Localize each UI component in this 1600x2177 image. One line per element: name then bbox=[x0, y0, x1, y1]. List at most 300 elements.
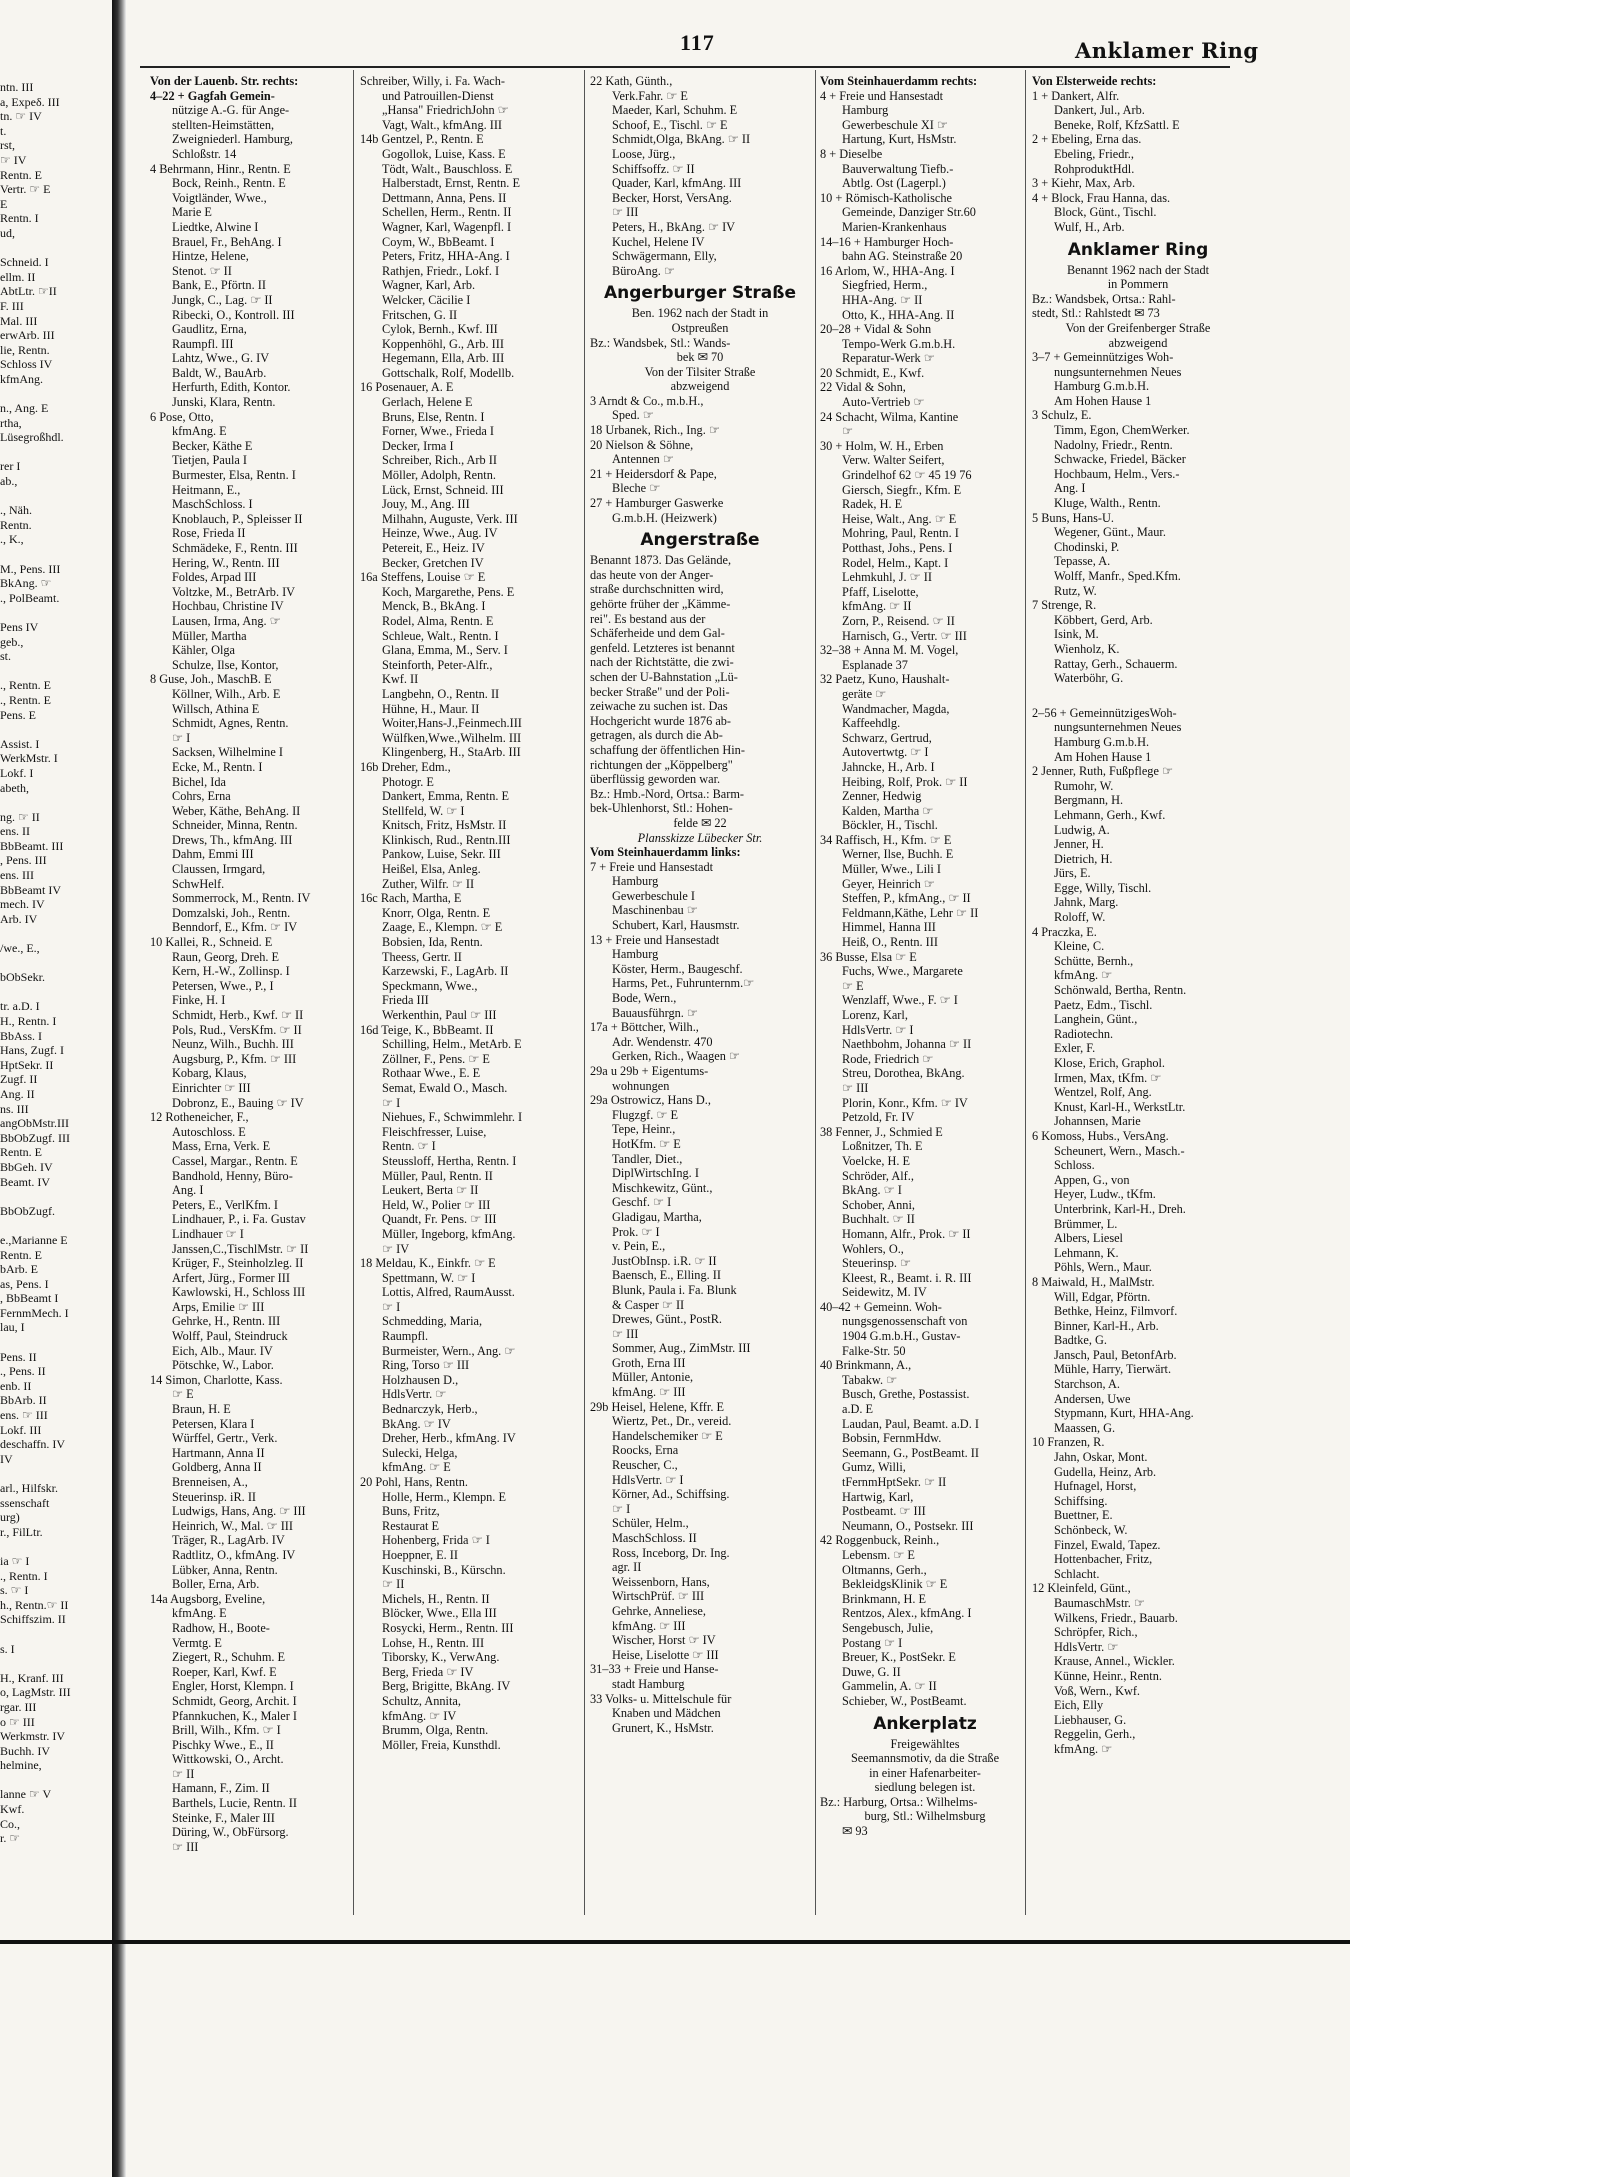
directory-line: Hartung, Kurt, HsMstr. bbox=[842, 132, 957, 147]
column-divider bbox=[815, 70, 816, 1915]
directory-line: Welcker, Cäcilie I bbox=[382, 292, 471, 307]
edge-text-line: Lokf. I bbox=[0, 765, 34, 780]
directory-line: Voltzke, M., BetrArb. IV bbox=[172, 584, 296, 599]
edge-text-line: BbAss. I bbox=[0, 1028, 43, 1043]
directory-line: Hamburg G.m.b.H. bbox=[1054, 734, 1150, 749]
directory-line: stedt, Stl.: Rahlstedt ✉ 73 bbox=[1032, 306, 1160, 321]
directory-line: Gudella, Heinz, Arb. bbox=[1054, 1464, 1157, 1479]
directory-line: Möller, Freia, Kunsthdl. bbox=[382, 1737, 501, 1752]
edge-text-line: AbtLtr. ☞II bbox=[0, 284, 57, 299]
directory-line: Steinforth, Peter-Alfr., bbox=[382, 657, 493, 672]
directory-line: Coym, W., BbBeamt. I bbox=[382, 234, 495, 249]
directory-line: Petereit, E., Heiz. IV bbox=[382, 541, 485, 555]
directory-line: Tepe, Heinr., bbox=[612, 1122, 676, 1137]
directory-line: schen der U-Bahnstation „Lü- bbox=[590, 669, 738, 684]
edge-text-line bbox=[0, 445, 112, 460]
edge-text-line: ., Pens. II bbox=[0, 1364, 46, 1379]
directory-line: Wittkowski, O., Archt. bbox=[172, 1752, 284, 1767]
directory-line: Niehues, F., Schwimmlehr. I bbox=[382, 1110, 523, 1125]
directory-line: Bz.: Harburg, Ortsa.: Wilhelms- bbox=[820, 1794, 978, 1809]
directory-line: Liebhauser, G. bbox=[1054, 1712, 1127, 1727]
directory-line: 8 Guse, Joh., MaschB. E bbox=[150, 672, 272, 687]
directory-line: Roloff, W. bbox=[1054, 910, 1106, 925]
column-divider bbox=[1025, 70, 1026, 1915]
directory-line: Eich, Elly bbox=[1054, 1698, 1104, 1713]
directory-line: bahn AG. Steinstraße 20 bbox=[842, 249, 963, 264]
directory-line: Milhahn, Auguste, Verk. III bbox=[382, 511, 518, 526]
directory-line: Bock, Reinh., Rentn. E bbox=[172, 176, 286, 191]
directory-line: Dietrich, H. bbox=[1054, 851, 1113, 866]
edge-text-line: enb. II bbox=[0, 1378, 32, 1393]
directory-line: Baldt, W., BauArb. bbox=[172, 365, 267, 380]
edge-text-line: Rentn. E bbox=[0, 1145, 42, 1160]
edge-text-line: Zugf. II bbox=[0, 1072, 38, 1087]
directory-line: Drewes, Günt., PostR. bbox=[612, 1312, 722, 1327]
directory-line: Köllner, Wilh., Arb. E bbox=[172, 686, 281, 701]
directory-line: Krause, Annel., Wickler. bbox=[1054, 1654, 1175, 1669]
edge-text-line: ng. ☞ II bbox=[0, 809, 40, 824]
edge-text-line bbox=[0, 1189, 112, 1204]
directory-line: nungsunternehmen Neues bbox=[1054, 364, 1182, 379]
directory-line: Koch, Margarethe, Pens. E bbox=[382, 584, 515, 599]
edge-text-line: BbBeamt IV bbox=[0, 882, 61, 897]
directory-line: Tabakw. ☞ bbox=[842, 1372, 898, 1387]
edge-text-line: abeth, bbox=[0, 780, 29, 795]
edge-text-line: lanne ☞ V bbox=[0, 1787, 52, 1802]
directory-line: Harnisch, G., Vertr. ☞ III bbox=[842, 628, 967, 643]
directory-line: 27 + Hamburger Gaswerke bbox=[590, 496, 724, 511]
edge-text-line: st. bbox=[0, 649, 12, 664]
directory-line: felde ✉ 22 bbox=[673, 815, 727, 830]
directory-line: Ludwigs, Hans, Ang. ☞ III bbox=[172, 1504, 306, 1519]
directory-line: Ebeling, Friedr., bbox=[1054, 146, 1134, 161]
directory-line: Bleche ☞ bbox=[612, 481, 661, 496]
directory-line: 12 Kleinfeld, Günt., bbox=[1032, 1581, 1131, 1596]
directory-line: überflüssig geworden war. bbox=[590, 772, 721, 787]
directory-line: 14b Gentzel, P., Rentn. E bbox=[360, 132, 484, 147]
directory-line: Voigtländer, Wwe., bbox=[172, 190, 267, 205]
directory-line: Reuscher, C., bbox=[612, 1458, 678, 1473]
directory-line: Radtlitz, O., kfmAng. IV bbox=[172, 1547, 296, 1562]
directory-line: Ring, Torso ☞ III bbox=[382, 1358, 470, 1373]
directory-line: Hartmann, Anna II bbox=[172, 1445, 265, 1460]
directory-line: 12 Rotheneicher, F., bbox=[150, 1110, 249, 1125]
directory-line: Bobsien, Ida, Rentn. bbox=[382, 935, 483, 950]
directory-line: Sacksen, Wilhelmine I bbox=[172, 745, 283, 760]
directory-line: 32–38 + Anna M. M. Vogel, bbox=[820, 643, 959, 658]
directory-line: Brümmer, L. bbox=[1054, 1216, 1118, 1231]
directory-line: Becker, Horst, VersAng. bbox=[612, 190, 732, 205]
directory-line: Hufnagel, Horst, bbox=[1054, 1479, 1137, 1494]
directory-line: Autoschloss. E bbox=[172, 1124, 246, 1139]
directory-line: Sommerrock, M., Rentn. IV bbox=[172, 891, 311, 906]
edge-text-line: arl., Hilfskr. bbox=[0, 1481, 58, 1495]
directory-line: 20 Pohl, Hans, Rentn. bbox=[360, 1475, 468, 1489]
directory-line: 42 Roggenbuck, Reinh., bbox=[820, 1533, 940, 1548]
directory-line: Rentzos, Alex., kfmAng. I bbox=[842, 1606, 972, 1621]
directory-line: Langbehn, O., Rentn. II bbox=[382, 686, 500, 701]
directory-line: Jahncke, H., Arb. I bbox=[842, 759, 935, 774]
directory-line: kfmAng. ☞ bbox=[1054, 1741, 1113, 1756]
directory-line: Schlacht. bbox=[1054, 1566, 1100, 1581]
directory-line: Dahm, Emmi III bbox=[172, 847, 254, 862]
edge-text-line: o, LagMstr. III bbox=[0, 1685, 71, 1700]
directory-line: MaschSchloss. II bbox=[612, 1531, 697, 1545]
directory-line: Himmel, Hanna III bbox=[842, 920, 936, 935]
directory-line: Ross, Inceborg, Dr. Ing. bbox=[612, 1545, 730, 1560]
directory-line: Pischky Wwe., E., II bbox=[172, 1737, 274, 1752]
directory-line: schaffung der öffentlichen Hin- bbox=[590, 742, 745, 757]
directory-line: Burmeister, Wern., Ang. ☞ bbox=[382, 1343, 516, 1358]
edge-text-line: HptSekr. II bbox=[0, 1057, 54, 1072]
directory-line: Gaudlitz, Erna, bbox=[172, 322, 247, 337]
directory-line: Ang. I bbox=[1054, 481, 1086, 496]
directory-line: Heinze, Wwe., Aug. IV bbox=[382, 526, 498, 541]
scan-bottom-edge bbox=[0, 1940, 1350, 1944]
directory-line: Mohring, Paul, Rentn. I bbox=[842, 526, 959, 541]
directory-line: Potthast, Johs., Pens. I bbox=[842, 541, 953, 555]
directory-line: Gumz, Willi, bbox=[842, 1460, 906, 1475]
edge-text-line: ., K., bbox=[0, 532, 24, 547]
edge-text-line: rtha, bbox=[0, 415, 22, 430]
directory-line: Werner, Ilse, Buchh. E bbox=[842, 847, 954, 862]
directory-line: Adr. Wendenstr. 470 bbox=[612, 1034, 713, 1049]
directory-line: Zöllner, F., Pens. ☞ E bbox=[382, 1051, 490, 1066]
directory-line: 29b Heisel, Helene, Kffr. E bbox=[590, 1399, 724, 1414]
directory-line: Barthels, Lucie, Rentn. II bbox=[172, 1796, 297, 1811]
directory-line: Arps, Emilie ☞ III bbox=[172, 1299, 265, 1314]
directory-line: Handelschemiker ☞ E bbox=[612, 1428, 723, 1443]
directory-line: Heyer, Ludw., tKfm. bbox=[1054, 1187, 1156, 1202]
directory-line: Weissenborn, Hans, bbox=[612, 1574, 710, 1589]
directory-line: Schloss. bbox=[1054, 1158, 1095, 1173]
directory-line: Badtke, G. bbox=[1054, 1333, 1107, 1348]
directory-line: Quader, Karl, kfmAng. III bbox=[612, 176, 742, 191]
directory-line: Block, Günt., Tischl. bbox=[1054, 205, 1157, 220]
directory-line: Domzalski, Joh., Rentn. bbox=[172, 905, 291, 920]
column-4 bbox=[820, 74, 1030, 1914]
directory-line: nach der Richtstätte, die zwi- bbox=[590, 655, 734, 670]
directory-line: abzweigend bbox=[670, 379, 730, 394]
directory-line: Knust, Karl-H., WerkstLtr. bbox=[1054, 1099, 1186, 1114]
directory-line: Wischer, Horst ☞ IV bbox=[612, 1633, 716, 1648]
edge-text-line bbox=[0, 956, 112, 971]
directory-line: 3–7 + Gemeinnütziges Woh- bbox=[1032, 350, 1174, 365]
directory-line: Schiffsing. bbox=[1054, 1493, 1108, 1508]
directory-line: Gemeinde, Danziger Str.60 bbox=[842, 205, 976, 220]
directory-line: Held, W., Polier ☞ III bbox=[382, 1197, 491, 1212]
directory-line: Ang. I bbox=[172, 1183, 204, 1198]
directory-line: kfmAng. ☞ II bbox=[842, 599, 912, 614]
directory-line: Buettner, E. bbox=[1054, 1508, 1113, 1523]
directory-line: 6 Komoss, Hubs., VersAng. bbox=[1032, 1128, 1169, 1143]
directory-line: Antennen ☞ bbox=[612, 452, 674, 467]
directory-line: 16 Arlom, W., HHA-Ang. I bbox=[820, 263, 955, 278]
directory-line: 17a + Böttcher, Wilh., bbox=[590, 1020, 699, 1035]
edge-text-line: Rentn. I bbox=[0, 211, 39, 226]
directory-line: Hamburg G.m.b.H. bbox=[1054, 379, 1150, 394]
directory-line: Seemann, G., PostBeamt. II bbox=[842, 1445, 979, 1460]
directory-line: Junski, Klara, Rentn. bbox=[172, 395, 276, 410]
directory-line: ☞ II bbox=[172, 1766, 195, 1781]
directory-line: Peters, Fritz, HHA-Ang. I bbox=[382, 249, 510, 264]
directory-line: 18 Urbanek, Rich., Ing. ☞ bbox=[590, 423, 720, 438]
directory-line: Voß, Wern., Kwf. bbox=[1054, 1683, 1140, 1698]
directory-line: Petersen, Wwe., P., I bbox=[172, 978, 274, 993]
directory-line: Träger, R., LagArb. IV bbox=[172, 1533, 285, 1548]
directory-line: zeiwache zu suchen ist. Das bbox=[590, 699, 728, 714]
directory-line: Cylok, Bernh., Kwf. III bbox=[382, 322, 498, 337]
directory-line: Holzhausen D., bbox=[382, 1372, 459, 1387]
edge-text-line: helmine, bbox=[0, 1758, 42, 1773]
directory-line: Jouy, M., Ang. III bbox=[382, 497, 470, 512]
directory-line: Bichel, Ida bbox=[172, 774, 226, 789]
directory-line: Zorn, P., Reisend. ☞ II bbox=[842, 613, 955, 628]
directory-line: Appen, G., von bbox=[1054, 1172, 1130, 1187]
edge-text-line: rst, bbox=[0, 138, 15, 153]
edge-text-line: tn. ☞ IV bbox=[0, 109, 42, 124]
directory-line: Schultz, Annita, bbox=[382, 1693, 461, 1708]
directory-line: Vagt, Walt., kfmAng. III bbox=[382, 117, 503, 132]
directory-line: Rothaar Wwe., E. E bbox=[382, 1066, 481, 1081]
directory-line: kfmAng. ☞ III bbox=[612, 1385, 686, 1400]
directory-line: 7 + Freie und Hansestadt bbox=[590, 859, 714, 874]
directory-line: Ludwig, A. bbox=[1054, 822, 1110, 837]
directory-line: Siegfried, Herm., bbox=[842, 278, 928, 293]
directory-line: ☞ I bbox=[382, 1299, 401, 1314]
directory-line: 40 Brinkmann, A., bbox=[820, 1358, 912, 1373]
directory-line: Duwe, G. II bbox=[842, 1664, 901, 1679]
directory-line: Wilkens, Friedr., Bauarb. bbox=[1054, 1610, 1178, 1625]
directory-line: Loßnitzer, Th. E bbox=[842, 1139, 923, 1154]
directory-line: „Hansa" FriedrichJohn ☞ bbox=[382, 103, 509, 118]
directory-line: Baensch, E., Elling. II bbox=[612, 1268, 721, 1283]
directory-line: 14a Augsborg, Eveline, bbox=[150, 1591, 266, 1606]
directory-line: Bednarczyk, Herb., bbox=[382, 1402, 478, 1417]
directory-line: Wagner, Karl, Wagenpfl. I bbox=[382, 219, 512, 234]
edge-text-line: Kwf. bbox=[0, 1802, 25, 1817]
directory-line: Herfurth, Edith, Kontor. bbox=[172, 380, 291, 395]
directory-line: Lausen, Irma, Ang. ☞ bbox=[172, 613, 281, 628]
directory-line: G.m.b.H. (Heizwerk) bbox=[612, 510, 717, 525]
directory-line: Körner, Ad., Schiffsing. bbox=[612, 1487, 730, 1502]
edge-text-line: geb., bbox=[0, 634, 24, 649]
directory-line: Binner, Karl-H., Arb. bbox=[1054, 1318, 1159, 1333]
directory-line: Ecke, M., Rentn. I bbox=[172, 759, 263, 774]
directory-line: in Pommern bbox=[1107, 277, 1169, 292]
directory-line: Groth, Erna III bbox=[612, 1355, 686, 1370]
edge-text-line: E bbox=[0, 196, 8, 211]
directory-line: Neunz, Wilh., Buchh. III bbox=[172, 1037, 294, 1052]
directory-line: nungsunternehmen Neues bbox=[1054, 720, 1182, 735]
directory-line: & Casper ☞ II bbox=[612, 1297, 685, 1312]
directory-line: Schäferheide und dem Gal- bbox=[590, 626, 725, 641]
directory-line: Pöhls, Wern., Maur. bbox=[1054, 1260, 1152, 1275]
edge-text-line: ab., bbox=[0, 474, 18, 489]
directory-line: Stenot. ☞ II bbox=[172, 263, 232, 278]
edge-text-line bbox=[0, 1656, 112, 1671]
directory-line: Steinke, F., Maler III bbox=[172, 1810, 275, 1825]
directory-line: Kuchel, Helene IV bbox=[612, 234, 705, 249]
directory-line: Sped. ☞ bbox=[612, 408, 654, 423]
edge-text-line: t. bbox=[0, 123, 7, 138]
directory-line: Bank, E., Pförtn. II bbox=[172, 278, 266, 293]
directory-line: Voelcke, H. E bbox=[842, 1153, 911, 1168]
directory-line: Müller, Antonie, bbox=[612, 1370, 694, 1385]
directory-line: Möller, Adolph, Rentn. bbox=[382, 468, 496, 483]
directory-line: Mischkewitz, Günt., bbox=[612, 1180, 713, 1195]
directory-line: nützige A.-G. für Ange- bbox=[172, 103, 290, 118]
directory-line: 3 + Kiehr, Max, Arb. bbox=[1032, 176, 1136, 191]
directory-line: Jenner, H. bbox=[1054, 837, 1104, 852]
directory-line: Wolff, Manfr., Sped.Kfm. bbox=[1054, 569, 1181, 583]
directory-line: kfmAng. ☞ E bbox=[382, 1460, 451, 1475]
directory-line: BekleidgsKlinik ☞ E bbox=[842, 1577, 948, 1592]
directory-line: Radiotechn. bbox=[1054, 1026, 1114, 1041]
edge-text-line: ens. III bbox=[0, 868, 34, 883]
directory-line: Wiertz, Pet., Dr., vereid. bbox=[612, 1414, 732, 1429]
directory-line: Burmester, Elsa, Rentn. I bbox=[172, 468, 296, 483]
edge-text-line: Schneid. I bbox=[0, 255, 49, 270]
directory-line: Ostpreußen bbox=[671, 320, 729, 335]
edge-text-line: rer I bbox=[0, 459, 21, 474]
directory-line: 10 Kallei, R., Schneid. E bbox=[150, 935, 273, 950]
directory-line: Buchhalt. ☞ II bbox=[842, 1212, 915, 1227]
edge-text-line: Pens IV bbox=[0, 619, 39, 634]
directory-line: Tempo-Werk G.m.b.H. bbox=[842, 336, 956, 351]
directory-line: Hottenbacher, Fritz, bbox=[1054, 1552, 1153, 1567]
directory-line: Kawlowski, H., Schloss III bbox=[172, 1285, 306, 1300]
directory-line: Menck, B., BkAng. I bbox=[382, 599, 486, 614]
directory-line: Fuchs, Wwe., Margarete bbox=[842, 964, 963, 979]
edge-text-line: bObSekr. bbox=[0, 970, 45, 985]
directory-line: Johannsen, Marie bbox=[1054, 1114, 1141, 1129]
directory-line: Bethke, Heinz, Filmvorf. bbox=[1054, 1304, 1178, 1319]
directory-line: Schröder, Alf., bbox=[842, 1168, 914, 1183]
edge-text-line: ., PolBeamt. bbox=[0, 590, 60, 605]
directory-line: Rosycki, Herm., Rentn. III bbox=[382, 1620, 514, 1635]
directory-line: Drews, Th., kfmAng. III bbox=[172, 832, 293, 847]
edge-text-line: ., Rentn. E bbox=[0, 692, 51, 707]
edge-text-line: BbArb. II bbox=[0, 1393, 47, 1408]
directory-line: 14–16 + Hamburger Hoch- bbox=[820, 234, 954, 249]
edge-text-line bbox=[0, 926, 112, 941]
directory-line: kfmAng. E bbox=[172, 1606, 227, 1621]
directory-line: Heise, Walt., Ang. ☞ E bbox=[842, 511, 957, 526]
directory-line: 10 Franzen, R. bbox=[1032, 1435, 1105, 1450]
directory-line: Homann, Alfr., Prok. ☞ II bbox=[842, 1226, 971, 1241]
directory-line: Exler, F. bbox=[1054, 1041, 1096, 1056]
directory-line: Falke-Str. 50 bbox=[842, 1343, 906, 1358]
directory-line: 10 + Römisch-Katholische bbox=[820, 190, 952, 205]
directory-line: Steuerinsp. ☞ bbox=[842, 1256, 912, 1271]
edge-text-line: ssenschaft bbox=[0, 1495, 50, 1510]
directory-line: 16b Dreher, Edm., bbox=[360, 759, 451, 774]
directory-line: Petzold, Fr. IV bbox=[842, 1110, 915, 1125]
directory-line: Hochbau, Christine IV bbox=[172, 599, 284, 614]
directory-line: Streu, Dorothea, BkAng. bbox=[842, 1066, 965, 1081]
directory-line: 36 Busse, Elsa ☞ E bbox=[820, 949, 917, 964]
directory-line: 16c Rach, Martha, E bbox=[360, 891, 462, 906]
directory-line: kfmAng. ☞ III bbox=[612, 1618, 686, 1633]
directory-line: Lorenz, Karl, bbox=[842, 1008, 908, 1022]
directory-line: Beneke, Rolf, KfzSattl. E bbox=[1054, 117, 1180, 132]
directory-line: Kleest, R., Beamt. i. R. III bbox=[842, 1270, 972, 1285]
directory-line: 8 Maiwald, H., MalMstr. bbox=[1032, 1274, 1155, 1289]
directory-line: ☞ E bbox=[842, 978, 864, 993]
street-heading: Anklamer Ring bbox=[1067, 239, 1209, 260]
directory-line: Maassen, G. bbox=[1054, 1420, 1116, 1435]
directory-line: Schüler, Helm., bbox=[612, 1516, 689, 1531]
directory-line: Pols, Rud., VersKfm. ☞ II bbox=[172, 1022, 302, 1037]
directory-line: nungsgenossenschaft von bbox=[842, 1314, 968, 1329]
directory-line: 32 Paetz, Kuno, Haushalt- bbox=[820, 672, 950, 687]
directory-line: DiplWirtschIng. I bbox=[612, 1166, 699, 1181]
directory-line: Müller, Paul, Rentn. II bbox=[382, 1168, 493, 1183]
directory-line: Zaage, E., Klempn. ☞ E bbox=[382, 920, 503, 935]
directory-line: HdlsVertr. ☞ I bbox=[612, 1472, 684, 1487]
directory-line: Düring, W., ObFürsorg. bbox=[172, 1825, 289, 1840]
directory-line: Lück, Ernst, Schneid. III bbox=[382, 482, 504, 497]
edge-text-line: ens. ☞ III bbox=[0, 1408, 48, 1423]
directory-line: Braun, H. E bbox=[172, 1402, 231, 1417]
directory-line: Buns, Fritz, bbox=[382, 1504, 440, 1519]
directory-line: Roeper, Karl, Kwf. E bbox=[172, 1664, 277, 1679]
directory-line: Breuer, K., PostSekr. E bbox=[842, 1650, 956, 1665]
spacer bbox=[1032, 696, 1244, 706]
directory-line: Hamburg bbox=[612, 947, 659, 962]
directory-line: 3 Schulz, E. bbox=[1032, 408, 1092, 423]
edge-text-line: ens. II bbox=[0, 824, 30, 839]
directory-line: 6 Pose, Otto, bbox=[150, 409, 214, 424]
directory-line: Stypmann, Kurt, HHA-Ang. bbox=[1054, 1406, 1194, 1421]
edge-text-line: H., Kranf. III bbox=[0, 1670, 64, 1685]
edge-text-line: rgar. III bbox=[0, 1699, 37, 1714]
edge-text-line bbox=[0, 605, 112, 620]
directory-line: kfmAng. ☞ IV bbox=[382, 1708, 457, 1723]
directory-line: Heitmann, E., bbox=[172, 482, 241, 497]
directory-line: Pfaff, Liselotte, bbox=[842, 584, 919, 599]
directory-line: Bz.: Wandsbek, Stl.: Wands- bbox=[590, 335, 731, 350]
directory-line: Cassel, Margar., Rentn. E bbox=[172, 1153, 298, 1168]
directory-line: Karzewski, F., LagArb. II bbox=[382, 964, 509, 979]
directory-line: Koppenhöhl, G., Arb. III bbox=[382, 336, 504, 351]
directory-line: Autovertwtg. ☞ I bbox=[842, 745, 929, 760]
directory-line: Knoblauch, P., Spleisser II bbox=[172, 511, 303, 526]
directory-line: Vom Steinhauerdamm links: bbox=[590, 845, 741, 860]
directory-line: Radhow, H., Boote- bbox=[172, 1620, 270, 1635]
directory-line: Sengebusch, Julie, bbox=[842, 1620, 934, 1635]
directory-line: Schwarz, Gertrud, bbox=[842, 730, 932, 745]
directory-line: Dreher, Herb., kfmAng. IV bbox=[382, 1431, 516, 1446]
header-rule bbox=[140, 66, 1230, 68]
directory-line: Nadolny, Friedr., Rentn. bbox=[1054, 437, 1173, 452]
directory-line: Postang ☞ I bbox=[842, 1635, 903, 1650]
directory-line: Dettmann, Anna, Pens. II bbox=[382, 190, 507, 205]
directory-line: getragen, als durch die Ab- bbox=[590, 728, 723, 743]
directory-line: Hintze, Helene, bbox=[172, 249, 249, 264]
directory-line: Becker, Gretchen IV bbox=[382, 555, 484, 570]
directory-line: Lehmkuhl, J. ☞ II bbox=[842, 570, 932, 585]
directory-line: Geyer, Heinrich ☞ bbox=[842, 876, 935, 891]
directory-line: genfeld. Letzteres ist benannt bbox=[590, 640, 735, 655]
directory-line: Finzel, Ewald, Tapez. bbox=[1054, 1537, 1161, 1552]
directory-line: Wegener, Günt., Maur. bbox=[1054, 525, 1166, 540]
directory-line: Roocks, Erna bbox=[612, 1443, 679, 1458]
directory-line: Heinrich, W., Mal. ☞ III bbox=[172, 1518, 293, 1533]
directory-line: Pankow, Luise, Sekr. III bbox=[382, 847, 501, 862]
directory-line: Raumpfl. bbox=[382, 1329, 429, 1344]
